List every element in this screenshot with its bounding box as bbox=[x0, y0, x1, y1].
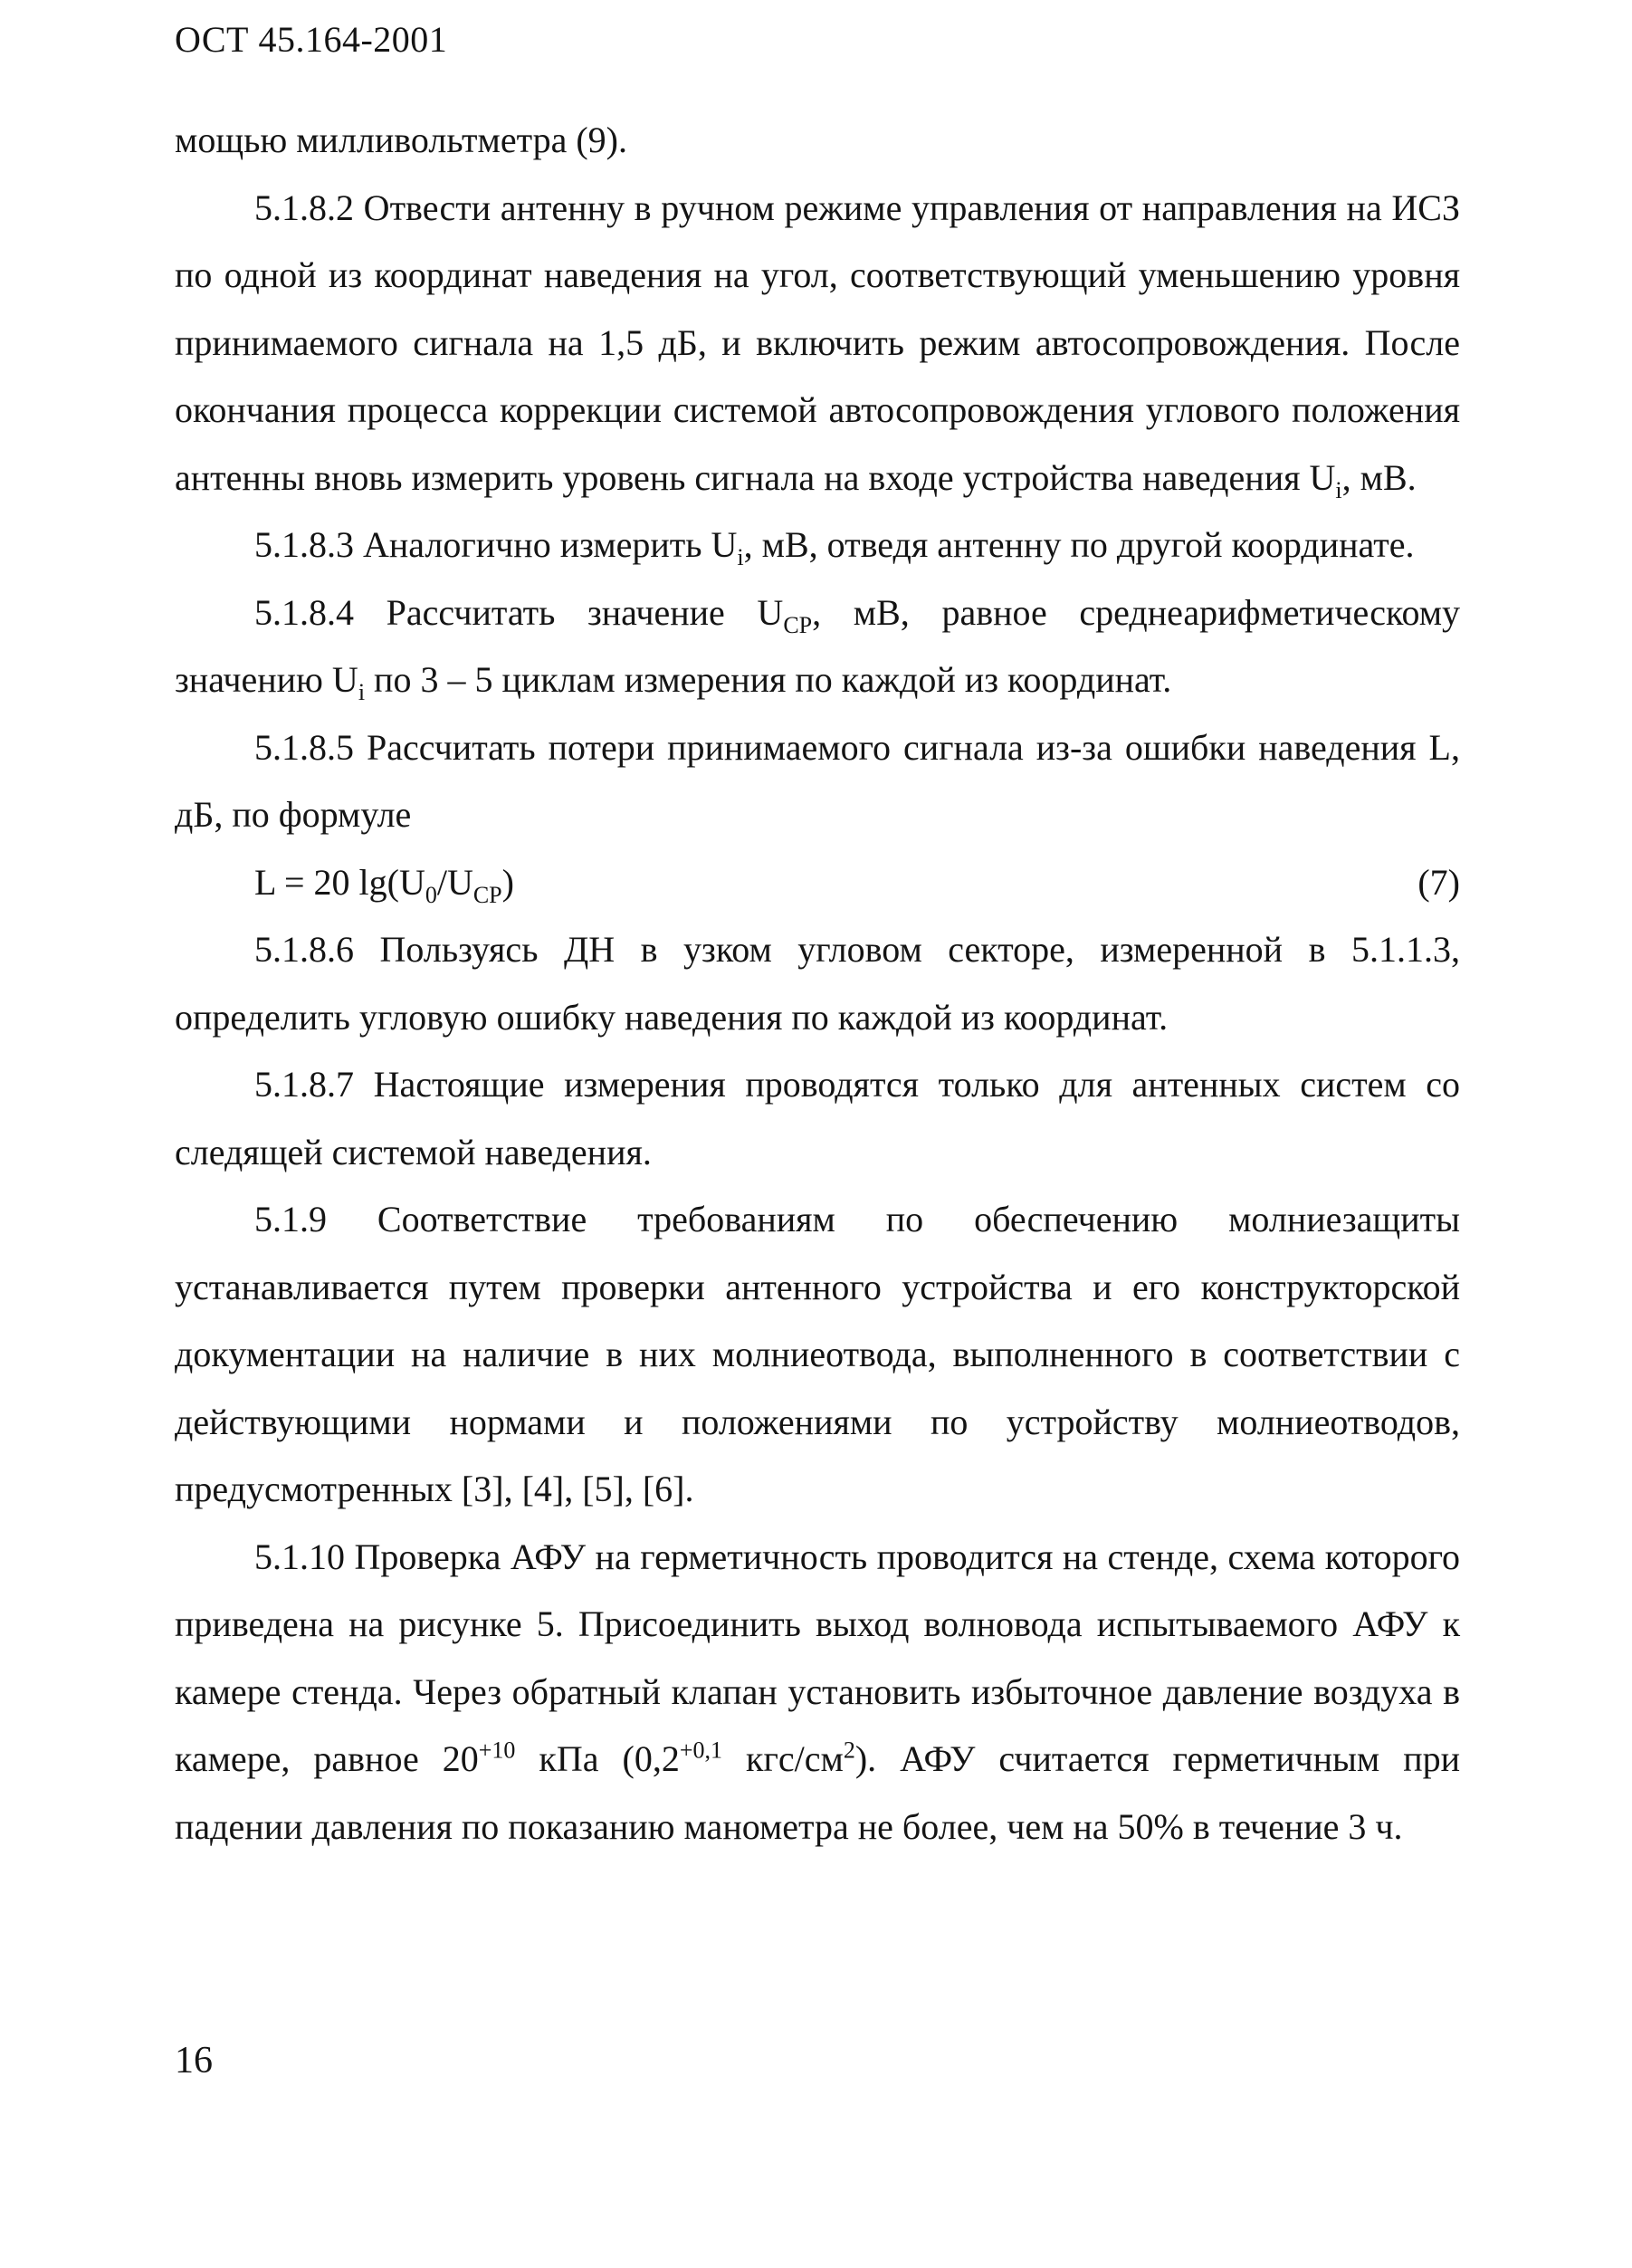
page-number: 16 bbox=[175, 2040, 213, 2081]
paragraph-5-1-9: 5.1.9 Соответствие требованиям по обеспечению молниезащиты устанавливается путем проверки антенного устройства и его конструкторской документации на наличие в них молниеотвода, выполненного в соответствии с действующими нормами и положениями по устройству молниеотводов, предусмотренных [3], [4], [5], [6]. bbox=[175, 1199, 1460, 1509]
paragraph-continuation: мощью милливольтметра (9). bbox=[175, 120, 627, 160]
formula-7 bbox=[175, 849, 1460, 917]
doc-header: ОСТ 45.164-2001 bbox=[175, 19, 448, 60]
document-body bbox=[175, 107, 1460, 1861]
paragraph-5-1-8-7: 5.1.8.7 Настоящие измерения проводятся только для антенных систем со следящей системой наведения. bbox=[175, 1064, 1460, 1172]
paragraph-5-1-8-3: 5.1.8.3 Аналогично измерить $U_i$, мВ, отведя антенну по другой координате. bbox=[254, 524, 1415, 570]
paragraph-5-1-8-5: 5.1.8.5 Рассчитать потери принимаемого сигнала из-за ошибки наведения L, дБ, по формуле bbox=[175, 726, 1460, 835]
paragraph-5-1-8-6: 5.1.8.6 Пользуясь ДН в узком угловом секторе, измеренной в 5.1.1.3, определить угловую ошибку наведения по каждой из координат. bbox=[175, 929, 1460, 1038]
formula-expression: L = 20 $\lg(U_0/U_{CP})$ bbox=[254, 861, 514, 908]
paragraph-5-1-8-4: 5.1.8.4 Рассчитать значение $U_{CP}$, мВ, равное среднеарифметическому значению $U_i$ по 3 – 5 циклам измерения по каждой из координат. bbox=[175, 591, 1460, 705]
paragraph-5-1-8-2: 5.1.8.2 Отвести антенну в ручном режиме управления от направления на ИСЗ по одной из координат наведения на угол, соответствующий уменьшению уровня принимаемого сигнала на 1,5 дБ, и включить режим автосопровождения. После окончания процесса коррекции системой автосопровождения углового положения антенны вновь измерить уровень сигнала на входе устройства наведения $U_i$, мВ. bbox=[175, 187, 1460, 503]
formula-number: (7) bbox=[1417, 861, 1460, 903]
paragraph-5-1-10: 5.1.10 Проверка АФУ на герметичность проводится на стенде, схема которого приведена на рисунке 5. Присоединить выход волновода испытываемого АФУ к камере стенда. Через обратный клапан установить избыточное давление воздуха в камере, равное $20^{+10}$ кПа ($0,2^{+0,1}$ кгс/$см^2$). АФУ считается герметичным при падении давления по показанию манометра не более, чем на 50% в течение 3 ч. bbox=[175, 1536, 1461, 1847]
